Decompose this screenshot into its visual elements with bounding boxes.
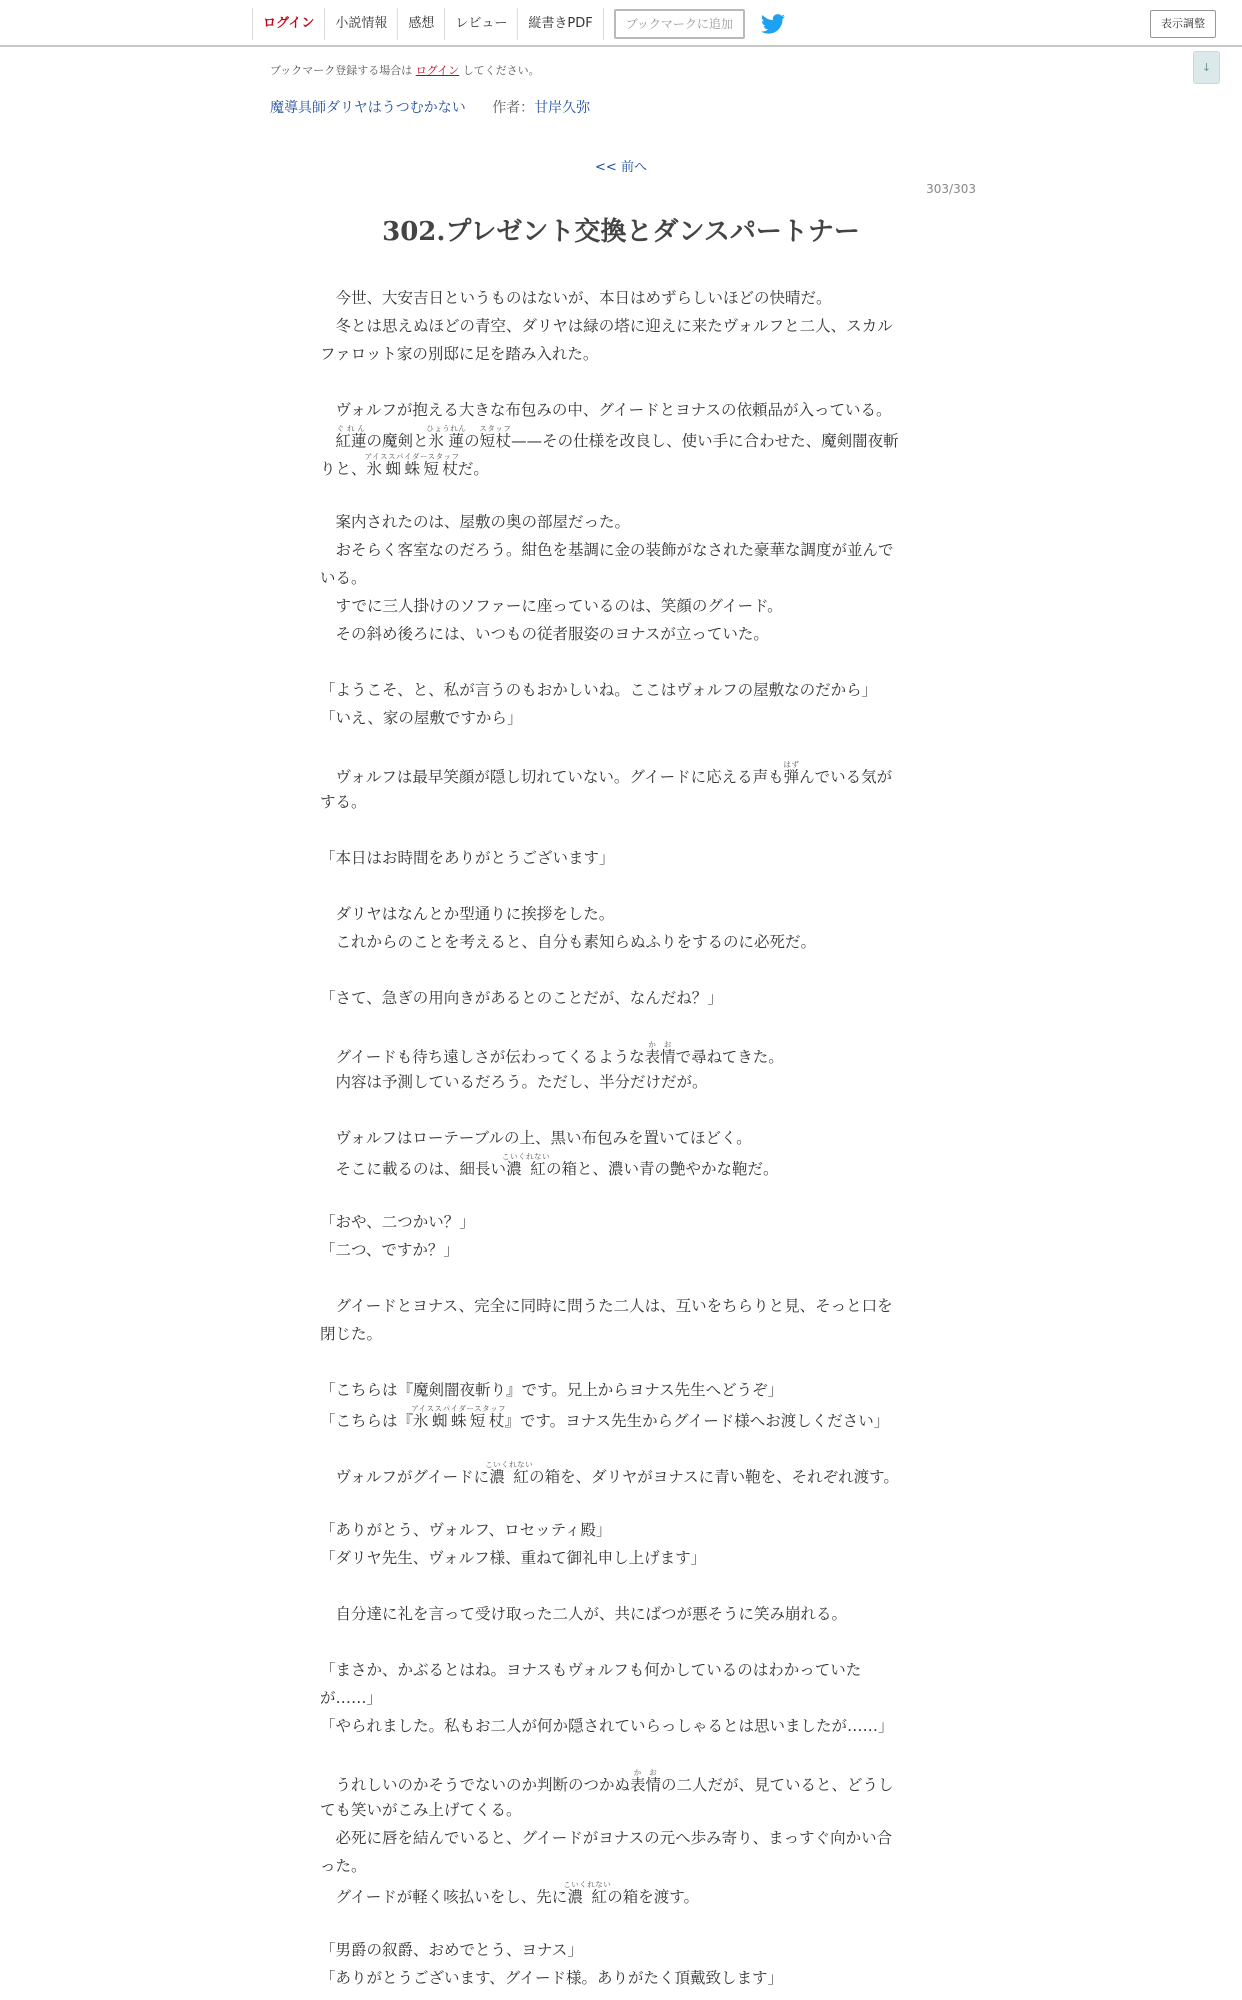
text-segment: りと、 <box>320 460 367 478</box>
body-line: 内容は予測しているだろう。ただし、半分だけだが。 <box>320 1073 708 1091</box>
notice-prefix: ブックマーク登録する場合は <box>270 64 413 77</box>
body-line: グイードとヨナス、完全に同時に問うた二人は、互いをちらりと見、そっと口を <box>320 1297 893 1315</box>
text-segment: の魔剣と <box>366 432 429 450</box>
ruby-reading: こいくれない <box>485 1460 534 1469</box>
body-line: 「おや、二つかい？」 <box>320 1213 475 1231</box>
author-name-link[interactable]: 甘岸久弥 <box>534 100 591 116</box>
body-line: 「さて、急ぎの用向きがあるとのことだが、なんだね？」 <box>320 989 723 1007</box>
ruby-tanjou <box>479 424 512 450</box>
body-line: 「ダリヤ先生、ヴォルフ様、重ねて御礼申し上げます」 <box>320 1549 707 1567</box>
ruby-base: 濃紅 <box>563 1888 612 1906</box>
body-line: すでに三人掛けのソファーに座っているのは、笑顔のグイード。 <box>320 597 783 615</box>
add-bookmark-button[interactable]: ブックマークに追加 <box>614 9 745 39</box>
ruby-hyouren <box>426 424 467 450</box>
text-segment: うれしいのかそうでないのか判断のつかぬ <box>320 1776 631 1794</box>
blank-line <box>320 1908 920 1936</box>
body-line: その斜め後ろには、いつもの従者服姿のヨナスが立っていた。 <box>320 625 769 643</box>
text-segment: ヴォルフは最早笑顔が隠し切れていない。グイードに応える声も <box>320 768 784 786</box>
body-line: 案内されたのは、屋敷の奥の部屋だった。 <box>320 513 631 531</box>
ruby-base: 紅蓮 <box>335 432 367 450</box>
blank-line <box>320 1264 920 1292</box>
arrow-down-icon[interactable]: ↓ <box>1193 51 1220 84</box>
body-line-with-ruby <box>320 1040 920 1068</box>
ruby-koikurenai <box>485 1460 534 1486</box>
ruby-reading: スタッフ <box>479 424 512 433</box>
ruby-base: 氷蜘蛛短杖 <box>411 1412 507 1430</box>
ruby-ice-spider <box>411 1404 507 1430</box>
author-label: 作者： <box>492 100 535 116</box>
body-line: 自分達に礼を言って受け取った二人が、共にばつが悪そうに笑み崩れる。 <box>320 1605 848 1623</box>
body-line-with-ruby <box>320 452 920 480</box>
ruby-base: 濃紅 <box>502 1160 550 1178</box>
body-line: 冬とは思えぬほどの青空、ダリヤは緑の塔に迎えに来たヴォルフと二人、スカル <box>320 317 893 335</box>
blank-line <box>320 1012 920 1040</box>
body-line: 今世、大安吉日というものはないが、本日はめずらしいほどの快晴だ。 <box>320 289 832 307</box>
notice-login-link[interactable]: ログイン <box>415 64 460 77</box>
ruby-guren <box>335 424 367 450</box>
blank-line <box>320 1096 920 1124</box>
blank-line <box>320 1180 920 1208</box>
blank-line <box>320 648 920 676</box>
body-line: 「こちらは『魔剣闇夜斬り』です。兄上からヨナス先生へどうぞ」 <box>320 1381 784 1399</box>
blank-line <box>320 1572 920 1600</box>
ruby-reading: こいくれない <box>502 1152 551 1161</box>
ruby-hazu <box>783 760 800 786</box>
text-segment: グイードが軽く咳払いをし、先に <box>320 1888 568 1906</box>
nav-novel-info-link[interactable]: 小説情報 <box>325 8 398 40</box>
text-segment: の箱と、濃い青の艶やかな鞄だ。 <box>546 1160 779 1178</box>
ruby-reading: ぐれん <box>335 424 367 433</box>
body-line: ダリヤはなんとか型通りに挨拶をした。 <box>320 905 615 923</box>
ruby-koikurenai <box>563 1880 612 1906</box>
body-line: これからのことを考えると、自分も素知らぬふりをするのに必死だ。 <box>320 933 817 951</box>
twitter-bird-icon[interactable] <box>761 14 785 34</box>
chapter-count: 303/303 <box>926 182 976 196</box>
body-line: が……」 <box>320 1689 383 1707</box>
body-line: 「ありがとうございます、グイード様。ありがたく頂戴致します」 <box>320 1969 783 1987</box>
ruby-base: 氷蓮 <box>426 432 467 450</box>
ruby-kao <box>644 1040 676 1066</box>
text-segment: 「こちらは『 <box>320 1412 414 1430</box>
ruby-reading: こいくれない <box>563 1880 612 1889</box>
blank-line <box>320 1348 920 1376</box>
nav-review-link[interactable]: レビュー <box>445 8 518 40</box>
ruby-reading: アイススパイダースタッフ <box>364 452 460 461</box>
body-line: ヴォルフが抱える大きな布包みの中、グイードとヨナスの依頼品が入っている。 <box>320 401 892 419</box>
body-line: 「ありがとう、ヴォルフ、ロセッティ殿」 <box>320 1521 612 1539</box>
novel-title-link[interactable]: 魔導具師ダリヤはうつむかない <box>270 100 466 116</box>
blank-line <box>320 1628 920 1656</box>
nav-vertical-pdf-link[interactable]: 縦書きPDF <box>518 8 603 40</box>
ruby-reading: アイススパイダースタッフ <box>411 1404 507 1413</box>
text-segment: んでいる気が <box>799 768 893 786</box>
body-line-with-ruby <box>320 1152 920 1180</box>
body-line: 「二つ、ですか？」 <box>320 1241 459 1259</box>
ruby-reading: かお <box>644 1040 676 1049</box>
blank-line <box>320 872 920 900</box>
bookmark-login-notice <box>270 62 540 78</box>
body-line: 必死に唇を結んでいると、グイードがヨナスの元へ歩み寄り、まっすぐ向かい合 <box>320 1829 893 1847</box>
text-segment: の二人だが、見ていると、どうし <box>661 1776 894 1794</box>
text-segment: の箱を、ダリヤがヨナスに青い鞄を、それぞれ渡す。 <box>529 1468 899 1486</box>
body-line: ても笑いがこみ上げてくる。 <box>320 1801 522 1819</box>
text-segment: だ。 <box>457 460 489 478</box>
ruby-ice-spider <box>364 452 460 478</box>
text-segment: の箱を渡す。 <box>607 1888 699 1906</box>
display-adjust-button[interactable]: 表示調整 <box>1150 10 1216 38</box>
novel-info-line <box>270 97 590 117</box>
nav-login-link[interactable]: ログイン <box>253 8 325 40</box>
body-line: 「ようこそ、と、私が言うのもおかしいね。ここはヴォルフの屋敷なのだから」 <box>320 681 878 699</box>
ruby-reading: ひょうれん <box>426 424 467 433</box>
body-line-with-ruby <box>320 1880 920 1908</box>
blank-line <box>320 480 920 508</box>
top-navigation-bar <box>0 0 1242 47</box>
chapter-body <box>320 284 920 1992</box>
ruby-base: 表情 <box>630 1776 662 1794</box>
ruby-base: 弾 <box>783 768 800 786</box>
text-segment: ヴォルフがグイードに <box>320 1468 490 1486</box>
text-segment: で尋ねてきた。 <box>675 1048 784 1066</box>
chapter-title: 302.プレゼント交換とダンスパートナー <box>382 217 860 247</box>
body-line-with-ruby <box>320 760 920 788</box>
ruby-reading: はず <box>783 760 800 769</box>
body-line: った。 <box>320 1857 367 1875</box>
blank-line <box>320 1488 920 1516</box>
body-line: いる。 <box>320 569 367 587</box>
ruby-base: 短杖 <box>479 432 512 450</box>
text-segment: グイードも待ち遠しさが伝わってくるような <box>320 1048 645 1066</box>
blank-line <box>320 368 920 396</box>
text-segment: 』です。ヨナス先生からグイード様へお渡しください」 <box>504 1412 890 1430</box>
prev-chapter-link[interactable]: << 前へ <box>595 160 647 175</box>
body-line: 「本日はお時間をありがとうございます」 <box>320 849 615 867</box>
blank-line <box>320 1432 920 1460</box>
text-segment <box>320 432 336 450</box>
text-segment: ——その仕様を改良し、使い手に合わせた、魔剣闇夜斬 <box>511 432 899 450</box>
body-line-with-ruby <box>320 1460 920 1488</box>
ruby-base: 濃紅 <box>485 1468 534 1486</box>
body-line: 「いえ、家の屋敷ですから」 <box>320 709 523 727</box>
nav-impressions-link[interactable]: 感想 <box>398 8 445 40</box>
blank-line <box>320 1740 920 1768</box>
blank-line <box>320 816 920 844</box>
body-line: おそらく客室なのだろう。紺色を基調に金の装飾がなされた豪華な調度が並んで <box>320 541 894 559</box>
notice-suffix: してください。 <box>462 64 540 77</box>
body-line-with-ruby <box>320 424 920 452</box>
body-line-with-ruby <box>320 1768 920 1796</box>
blank-line <box>320 956 920 984</box>
ruby-koikurenai <box>502 1152 551 1178</box>
body-line: ファロット家の別邸に足を踏み入れた。 <box>320 345 599 363</box>
text-segment: の <box>464 432 480 450</box>
nav-menu <box>252 8 785 40</box>
body-line: 「男爵の叙爵、おめでとう、ヨナス」 <box>320 1941 583 1959</box>
ruby-kao <box>630 1768 662 1794</box>
ruby-reading: かお <box>630 1768 662 1777</box>
body-line: する。 <box>320 793 367 811</box>
blank-line <box>320 732 920 760</box>
ruby-base: 氷蜘蛛短杖 <box>364 460 460 478</box>
ruby-base: 表情 <box>644 1048 676 1066</box>
body-line: 「やられました。私もお二人が何か隠されていらっしゃるとは思いましたが……」 <box>320 1717 894 1735</box>
body-line: 「まさか、かぶるとはね。ヨナスもヴォルフも何かしているのはわかっていた <box>320 1661 862 1679</box>
text-segment: そこに載るのは、細長い <box>320 1160 507 1178</box>
body-line-with-ruby <box>320 1404 920 1432</box>
body-line: ヴォルフはローテーブルの上、黒い布包みを置いてほどく。 <box>320 1129 752 1147</box>
body-line: 閉じた。 <box>320 1325 383 1343</box>
